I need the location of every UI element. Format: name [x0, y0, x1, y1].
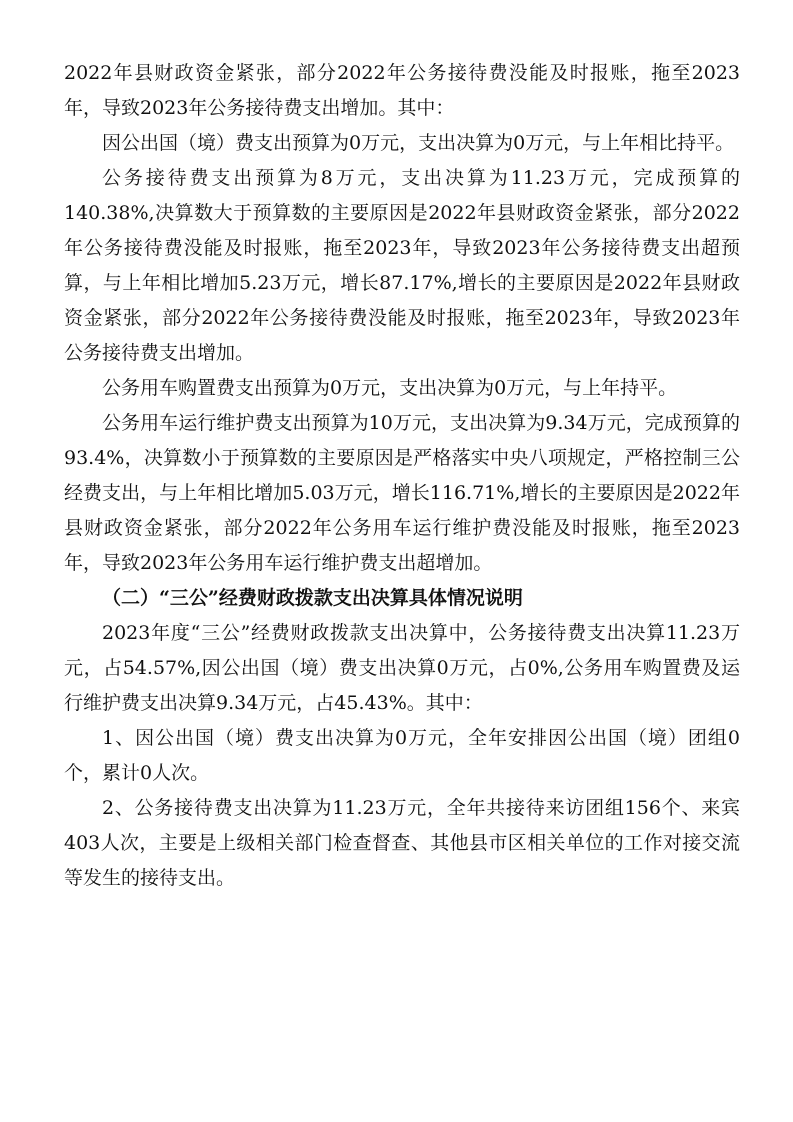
paragraph-item-1: 1、因公出国（境）费支出决算为0万元，全年安排因公出国（境）团组0个，累计0人次。: [64, 727, 740, 784]
paragraph-section-summary: 2023年度“三公”经费财政拨款支出决算中，公务接待费支出决算11.23万元，占54.57%,因公出国（境）费支出决算0万元，占0%,公务用车购置费及运行维护费支出决算9.34万元，占45.43%。其中：: [64, 622, 740, 714]
paragraph-continuation: 2022年县财政资金紧张，部分2022年公务接待费没能及时报账，拖至2023年，导致2023年公务接待费支出增加。其中：: [64, 62, 740, 119]
document-body: [64, 56, 740, 896]
paragraph-vehicle-purchase: 公务用车购置费支出预算为0万元，支出决算为0万元，与上年持平。: [102, 377, 678, 399]
paragraph-reception-budget: 公务接待费支出预算为8万元，支出决算为11.23万元，完成预算的140.38%,决算数大于预算数的主要原因是2022年县财政资金紧张，部分2022年公务接待费没能及时报账，拖至2023年，导致2023年公务接待费支出超预算，与上年相比增加5.23万元，增长87.17%,增长的主要原因是2022年县财政资金紧张，部分2022年公务接待费没能及时报账，拖至2023年，导致2023年公务接待费支出增加。: [64, 167, 740, 364]
paragraph-vehicle-maintenance: 公务用车运行维护费支出预算为10万元，支出决算为9.34万元，完成预算的93.4%，决算数小于预算数的主要原因是严格落实中央八项规定，严格控制三公经费支出，与上年相比增加5.03万元，增长116.71%,增长的主要原因是2022年县财政资金紧张，部分2022年公务用车运行维护费没能及时报账，拖至2023年，导致2023年公务用车运行维护费支出超增加。: [64, 412, 740, 574]
paragraph-overseas-budget: 因公出国（境）费支出预算为0万元，支出决算为0万元，与上年相比持平。: [102, 132, 735, 154]
paragraph-item-2: 2、公务接待费支出决算为11.23万元，全年共接待来访团组156个、来宾403人次，主要是上级相关部门检查督查、其他县市区相关单位的工作对接交流等发生的接待支出。: [64, 797, 740, 889]
section-heading: （二）“三公”经费财政拨款支出决算具体情况说明: [102, 587, 523, 609]
